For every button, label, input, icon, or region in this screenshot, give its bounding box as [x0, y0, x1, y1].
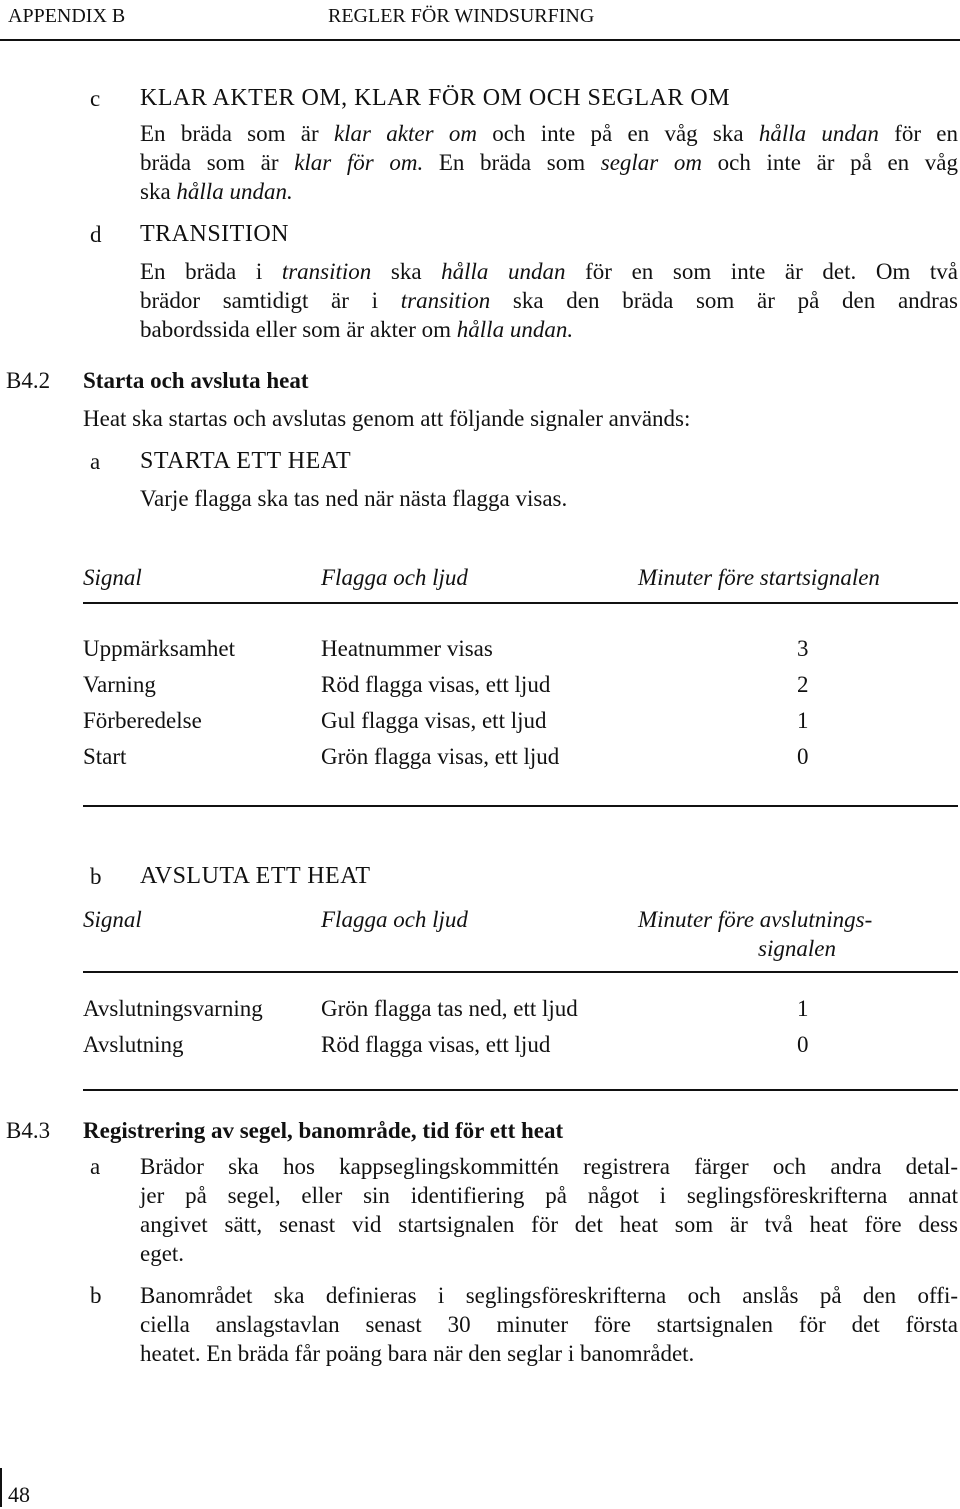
col-minutes-cont: signalen	[758, 936, 836, 961]
sub-text-start-heat: Varje flagga ska tas ned när nästa flagga visas.	[140, 486, 568, 511]
end-table-bottom-rule	[83, 1089, 958, 1091]
section-d-label: d	[90, 222, 102, 247]
table-row: Förberedelse Gul flagga visas, ett ljud 1	[83, 708, 809, 733]
sub-label-b: b	[90, 1283, 102, 1308]
sub-label-a: a	[90, 449, 101, 474]
table-row: Avslutning Röd flagga visas, ett ljud 0	[83, 1032, 809, 1057]
page-number: 48	[8, 1482, 30, 1507]
table-row: Start Grön flagga visas, ett ljud 0	[83, 744, 809, 769]
page-edge-bar	[0, 1468, 2, 1507]
start-table-top-rule	[83, 602, 958, 604]
col-minutes: Minuter före startsignalen	[638, 565, 880, 590]
rule-title-b43: Registrering av segel, banområde, tid för ett heat	[83, 1118, 564, 1143]
rule-number-b43: B4.3	[6, 1118, 51, 1143]
table-row: Avslutningsvarning Grön flagga tas ned, ett ljud 1	[83, 996, 809, 1021]
page-header	[0, 0, 960, 40]
header-rule	[0, 39, 960, 41]
section-d-title: TRANSITION	[140, 221, 289, 247]
table-row: Uppmärksamhet Heatnummer visas 3	[83, 636, 809, 661]
start-table-header	[83, 563, 958, 592]
end-table-top-rule	[83, 971, 958, 973]
sub-label-a: a	[90, 1154, 101, 1179]
section-d-paragraph: En bräda i transition ska hålla undan för en som inte är det. Om två brädor samtidigt är i transition ska den bräda som är på den andras babordssida eller som är akter om hålla undan.	[140, 259, 959, 342]
col-flag-sound: Flagga och ljud	[321, 907, 468, 932]
header-title: REGLER FÖR WINDSURFING	[328, 5, 595, 27]
section-c-paragraph: En bräda som är klar akter om och inte på en våg ska hålla undan för en bräda som är klar för om. En bräda som seglar om och inte är på en våg ska hålla undan.	[140, 121, 959, 204]
registration-paragraph: Brädor ska hos kappseglingskommittén registrera färger och andra detal- jer på segel, eller sin identifiering på något i seglingsföreskrifterna annat angivet sätt, senast vid startsignalen för det heat som är två heat före dess eget.	[140, 1154, 958, 1266]
header-appendix: APPENDIX B	[8, 5, 126, 27]
col-minutes: Minuter före avslutnings-	[638, 907, 873, 932]
table-row: Varning Röd flagga visas, ett ljud 2	[83, 672, 809, 697]
section-c-title: KLAR AKTER OM, KLAR FÖR OM OCH SEGLAR OM	[140, 85, 731, 111]
start-table-bottom-rule	[83, 805, 958, 807]
course-area-paragraph: Banområdet ska definieras i seglingsföreskrifterna och anslås på den offi- ciella anslagstavlan senast 30 minuter före startsignalen för det första heatet. En bräda får poäng bara när den seglar i banområdet.	[140, 1283, 958, 1366]
sub-label-b: b	[90, 864, 102, 889]
sub-title-end-heat: AVSLUTA ETT HEAT	[140, 863, 371, 889]
col-flag-sound: Flagga och ljud	[321, 565, 468, 590]
section-c-label: c	[90, 86, 101, 111]
col-signal: Signal	[83, 565, 142, 590]
sub-title-start-heat: STARTA ETT HEAT	[140, 448, 352, 474]
rule-intro-b42: Heat ska startas och avslutas genom att följande signaler används:	[83, 406, 691, 431]
rule-number-b42: B4.2	[6, 368, 51, 393]
rule-title-b42: Starta och avsluta heat	[83, 368, 309, 393]
col-signal: Signal	[83, 907, 142, 932]
end-table-header	[83, 905, 958, 963]
